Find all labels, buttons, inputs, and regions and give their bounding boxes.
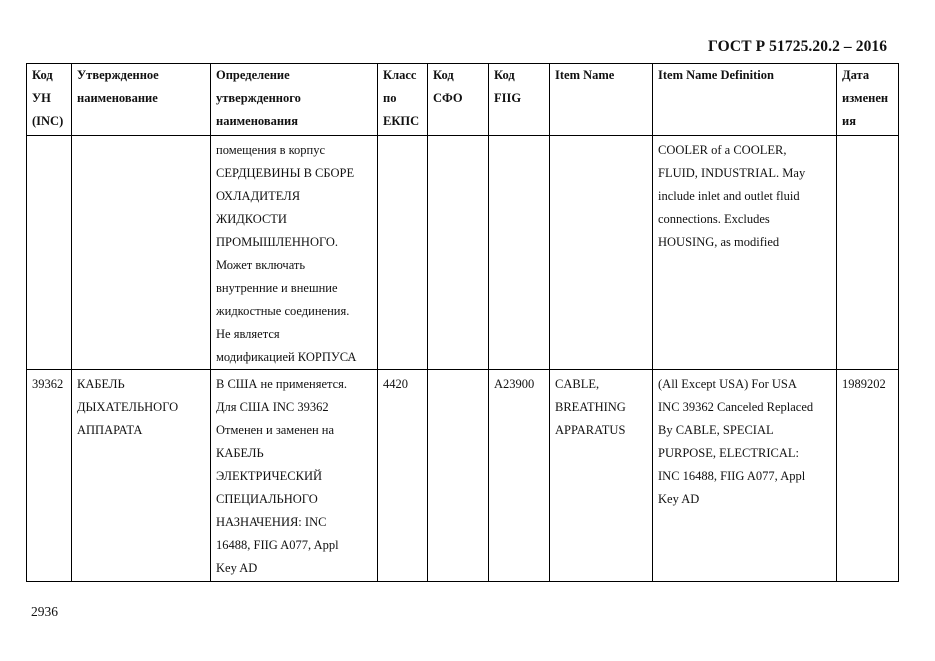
cell-line: FLUID, INDUSTRIAL. May xyxy=(658,166,806,180)
cell-line: СФО xyxy=(433,91,463,105)
cell-line: (INC) xyxy=(32,114,64,128)
cell-class-ekps xyxy=(378,370,428,582)
cell-line: внутренние и внешние xyxy=(216,281,338,295)
cell-line: изменен xyxy=(842,91,889,105)
cell-line: include inlet and outlet fluid xyxy=(658,189,800,203)
cell-line: 16488, FIIG A077, Appl xyxy=(216,538,339,552)
cell-class-ekps xyxy=(378,136,428,370)
cell-line: APPARATUS xyxy=(555,423,626,437)
cell-approved-name xyxy=(72,370,211,582)
cell-inc xyxy=(27,370,72,582)
cell-line: A23900 xyxy=(494,377,535,391)
cell-line: Не является xyxy=(216,327,280,341)
cell-item-name-definition xyxy=(653,370,837,582)
header-fiig-code xyxy=(489,64,550,136)
cell-line: INC 16488, FIIG A077, Appl xyxy=(658,469,806,483)
cell-line: ЖИДКОСТИ xyxy=(216,212,287,226)
cell-approved-name xyxy=(72,136,211,370)
cell-line: Утвержденное xyxy=(77,68,159,82)
cell-line: Класс xyxy=(383,68,417,82)
header-class-ekps xyxy=(378,64,428,136)
cell-line: BREATHING xyxy=(555,400,626,414)
cell-line: connections. Excludes xyxy=(658,212,770,226)
cell-line: ДЫХАТЕЛЬНОГО xyxy=(77,400,179,414)
cell-line: СЕРДЦЕВИНЫ В СБОРЕ xyxy=(216,166,355,180)
header-inc xyxy=(27,64,72,136)
cell-definition xyxy=(211,136,378,370)
table-row xyxy=(27,370,899,582)
cell-line: Item Name xyxy=(555,68,615,82)
table-row xyxy=(27,136,899,370)
header-item-name xyxy=(550,64,653,136)
header-sfo-code xyxy=(428,64,489,136)
cell-line: СПЕЦИАЛЬНОГО xyxy=(216,492,318,506)
cell-line: ЭЛЕКТРИЧЕСКИЙ xyxy=(216,469,323,483)
header-change-date xyxy=(837,64,899,136)
cell-line: HOUSING, as modified xyxy=(658,235,780,249)
cell-line: Код xyxy=(433,68,454,82)
cell-sfo-code xyxy=(428,370,489,582)
cell-line: PURPOSE, ELECTRICAL: xyxy=(658,446,799,460)
cell-item-name-definition xyxy=(653,136,837,370)
cell-item-name xyxy=(550,136,653,370)
cell-fiig-code xyxy=(489,370,550,582)
header-item-name-definition xyxy=(653,64,837,136)
cell-fiig-code xyxy=(489,136,550,370)
cell-line: Код xyxy=(32,68,53,82)
cell-line: НАЗНАЧЕНИЯ: INC xyxy=(216,515,327,529)
cell-line: COOLER of a COOLER, xyxy=(658,143,787,157)
cell-sfo-code xyxy=(428,136,489,370)
cell-line: жидкостные соединения. xyxy=(216,304,350,318)
cell-line: FIIG xyxy=(494,91,522,105)
cell-line: наименования xyxy=(216,114,299,128)
cell-line: Дата xyxy=(842,68,870,82)
cell-line: (All Except USA) For USA xyxy=(658,377,797,391)
page-number: 2936 xyxy=(31,604,58,619)
cell-line: КАБЕЛЬ xyxy=(216,446,264,460)
cell-change-date xyxy=(837,370,899,582)
cell-line: утвержденного xyxy=(216,91,301,105)
cell-definition xyxy=(211,370,378,582)
cell-line: Item Name Definition xyxy=(658,68,774,82)
standard-number: ГОСТ Р 51725.20.2 – 2016 xyxy=(708,38,888,55)
cell-line: КАБЕЛЬ xyxy=(77,377,125,391)
cell-line: модификацией КОРПУСА xyxy=(216,350,357,364)
cell-line: Может включать xyxy=(216,258,306,272)
cell-line: Определение xyxy=(216,68,290,82)
header-definition xyxy=(211,64,378,136)
cell-line: ОХЛАДИТЕЛЯ xyxy=(216,189,301,203)
header-approved-name xyxy=(72,64,211,136)
cell-line: УН xyxy=(32,91,51,105)
cell-line: АППАРАТА xyxy=(77,423,143,437)
cell-line: 39362 xyxy=(32,377,64,391)
cell-line: В США не применяется. xyxy=(216,377,348,391)
cell-line: помещения в корпус xyxy=(216,143,326,157)
cell-line: Отменен и заменен на xyxy=(216,423,335,437)
cell-line: Key AD xyxy=(216,561,258,575)
cell-line: ия xyxy=(842,114,856,128)
cell-line: Для США INC 39362 xyxy=(216,400,329,414)
cell-line: 4420 xyxy=(383,377,408,391)
cell-line: 1989202 xyxy=(842,377,886,391)
cell-line: CABLE, xyxy=(555,377,600,391)
cell-inc xyxy=(27,136,72,370)
cell-line: Key AD xyxy=(658,492,700,506)
item-names-table xyxy=(26,63,899,582)
cell-line: ПРОМЫШЛЕННОГО. xyxy=(216,235,339,249)
cell-change-date xyxy=(837,136,899,370)
cell-line: INC 39362 Canceled Replaced xyxy=(658,400,814,414)
cell-line: по xyxy=(383,91,397,105)
cell-line: ЕКПС xyxy=(383,114,420,128)
cell-line: наименование xyxy=(77,91,158,105)
cell-line: Код xyxy=(494,68,515,82)
cell-line: By CABLE, SPECIAL xyxy=(658,423,774,437)
header-row xyxy=(27,64,899,136)
cell-item-name xyxy=(550,370,653,582)
